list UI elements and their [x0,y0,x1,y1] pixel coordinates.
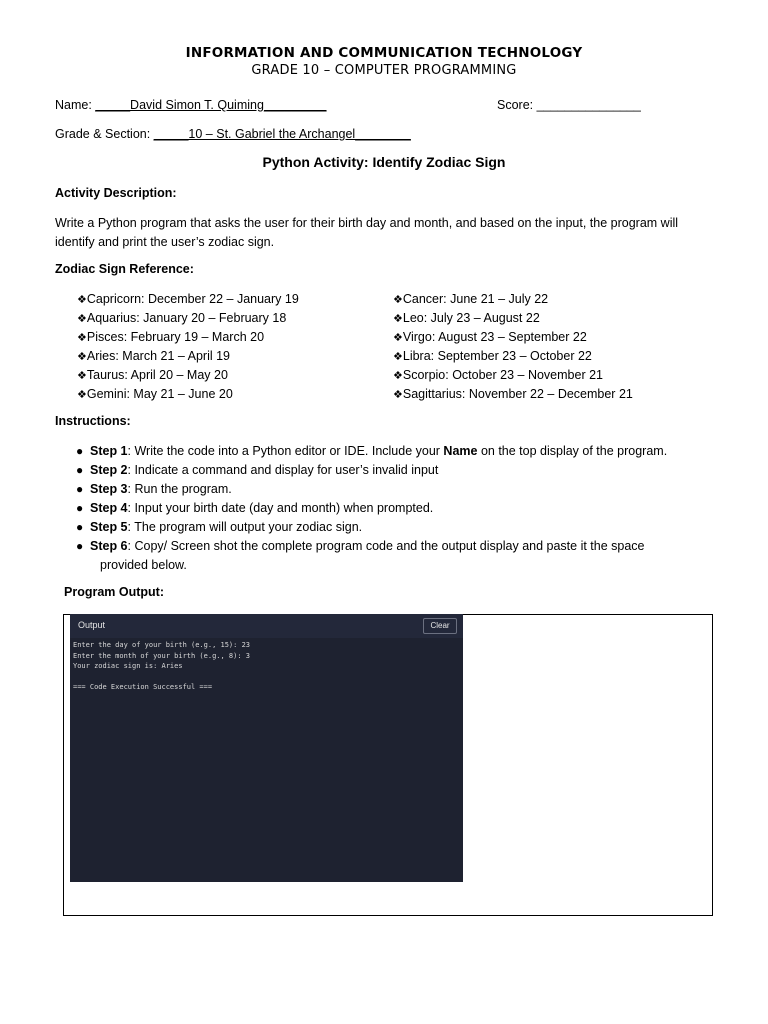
list-item: ● Step 2: Indicate a command and display for user’s invalid input [76,461,696,480]
diamond-bullet-icon: ❖ [393,369,403,382]
output-panel-title: Output [78,620,106,630]
zodiac-reference-label: Zodiac Sign Reference: [55,262,194,276]
grade-section-value: _____10 – St. Gabriel the Archangel________ [153,127,411,141]
diamond-bullet-icon: ❖ [393,331,403,344]
document-title: INFORMATION AND COMMUNICATION TECHNOLOGY [185,45,583,61]
diamond-bullet-icon: ❖ [77,331,87,344]
grade-section-row [55,126,411,142]
clear-button: Clear [423,618,457,634]
bullet-icon: ● [76,463,84,477]
program-output-label: Program Output: [64,585,164,599]
diamond-bullet-icon: ❖ [77,388,87,401]
output-screenshot [70,614,463,882]
step-label: Step 5 [90,520,128,534]
list-item: ● Step 3: Run the program. [76,480,696,499]
zodiac-list-right [393,290,633,404]
console-line: === Code Execution Successful === [73,683,213,691]
diamond-bullet-icon: ❖ [393,293,403,306]
output-panel-header [70,614,463,638]
console-line: Enter the day of your birth (e.g., 15): 23 [73,641,251,649]
zodiac-item: ❖Pisces: February 19 – March 20 [77,330,265,344]
score-value: _______________ [536,98,641,112]
diamond-bullet-icon: ❖ [77,293,87,306]
step-label: Step 4 [90,501,128,515]
bullet-icon: ● [76,444,84,458]
step-label: Step 2 [90,463,128,477]
step-label: Step 1 [90,444,128,458]
diamond-bullet-icon: ❖ [393,388,403,401]
name-value: _____David Simon T. Quiming_________ [95,98,327,112]
zodiac-item: ❖Taurus: April 20 – May 20 [77,368,228,382]
activity-title: Python Activity: Identify Zodiac Sign [262,154,506,170]
instructions-list [76,442,696,575]
zodiac-list-left [77,290,299,404]
diamond-bullet-icon: ❖ [77,369,87,382]
zodiac-item: ❖Aquarius: January 20 – February 18 [77,311,287,325]
name-label: Name: [55,98,96,112]
score-label: Score: [497,98,537,112]
instructions-label: Instructions: [55,414,131,428]
diamond-bullet-icon: ❖ [393,350,403,363]
console-line: Enter the month of your birth (e.g., 8): 3 [73,651,251,660]
score-row [497,97,641,113]
zodiac-item: ❖Aries: March 21 – April 19 [77,349,230,363]
diamond-bullet-icon: ❖ [393,312,403,325]
console-line: Your zodiac sign is: Aries [73,662,183,670]
zodiac-item: ❖Scorpio: October 23 – November 21 [393,368,603,382]
activity-description-text: Write a Python program that asks the user for their birth day and month, and based on the input, the program will identify and print the user’s zodiac sign. [55,216,679,249]
activity-description-label: Activity Description: [55,186,177,200]
console-output [73,640,250,693]
diamond-bullet-icon: ❖ [77,350,87,363]
diamond-bullet-icon: ❖ [77,312,87,325]
zodiac-item: ❖Gemini: May 21 – June 20 [77,387,233,401]
step-continuation: provided below. [100,558,187,572]
zodiac-item: ❖Capricorn: December 22 – January 19 [77,292,299,306]
zodiac-item: ❖Cancer: June 21 – July 22 [393,292,549,306]
zodiac-item: ❖Sagittarius: November 22 – December 21 [393,387,633,401]
bullet-icon: ● [76,501,84,515]
bullet-icon: ● [76,520,84,534]
list-item: ● Step 5: The program will output your zodiac sign. [76,518,696,537]
step-label: Step 3 [90,482,128,496]
bullet-icon: ● [76,482,84,496]
zodiac-item: ❖Virgo: August 23 – September 22 [393,330,587,344]
grade-section-label: Grade & Section: [55,127,154,141]
zodiac-item: ❖Leo: July 23 – August 22 [393,311,540,325]
list-item: ● Step 4: Input your birth date (day and month) when prompted. [76,499,696,518]
list-item: ● Step 1: Write the code into a Python editor or IDE. Include your Name on the top display of the program. [76,442,696,461]
document-subtitle: GRADE 10 – COMPUTER PROGRAMMING [251,63,517,78]
zodiac-item: ❖Libra: September 23 – October 22 [393,349,592,363]
list-item: ● Step 6: Copy/ Screen shot the complete program code and the output display and paste it the space provided below. [76,537,696,575]
bullet-icon: ● [76,539,84,553]
name-row [55,97,326,113]
console-line [73,672,250,683]
step-emphasis: Name [443,444,478,458]
step-label: Step 6 [90,539,128,553]
